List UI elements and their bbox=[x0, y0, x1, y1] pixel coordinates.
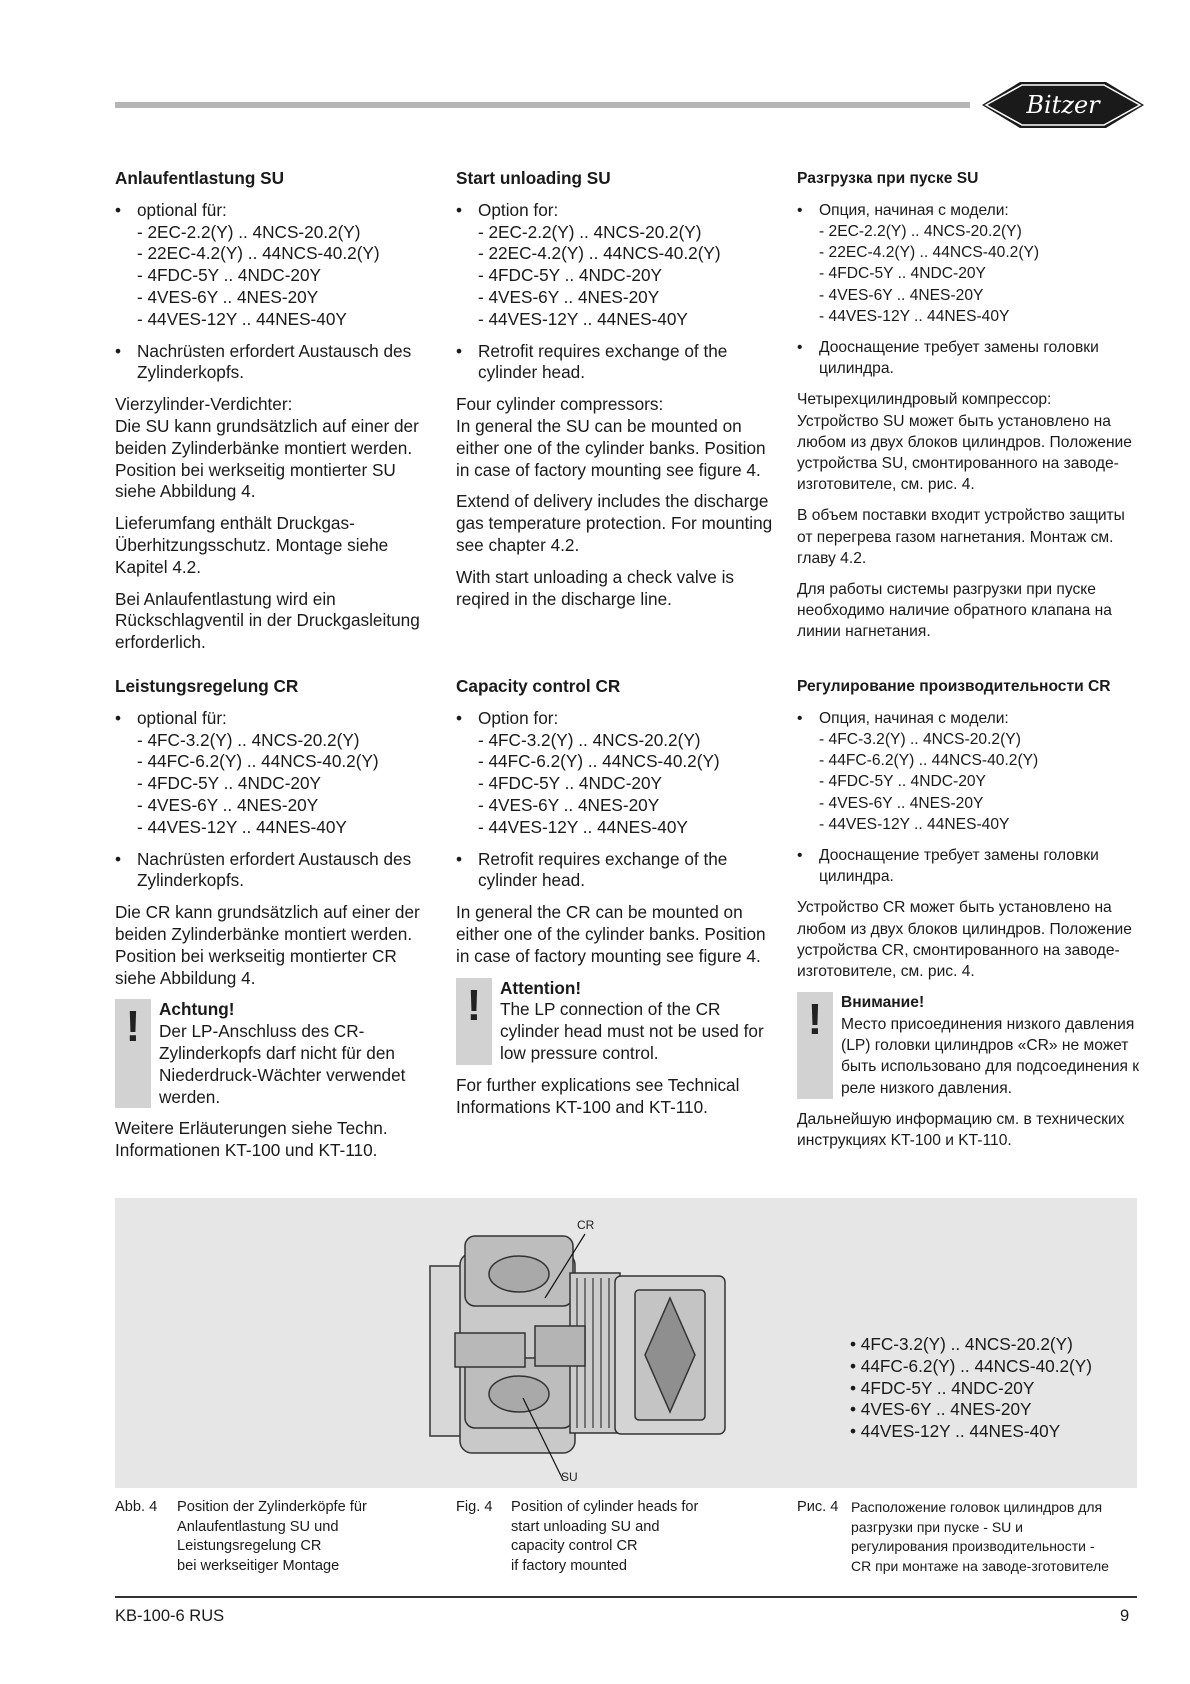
warning-note bbox=[797, 992, 1142, 1099]
paragraph: For further explications see Technical Informations KT-100 and KT-110. bbox=[456, 1074, 740, 1117]
section-title: Leistungsregelung CR bbox=[115, 676, 299, 696]
su-label: SU bbox=[561, 1470, 578, 1484]
paragraph: Для работы системы разгрузки при пуске необходимо наличие обратного клапана на линии нагнетания. bbox=[797, 581, 1112, 641]
header-rule bbox=[115, 102, 970, 108]
column-english bbox=[456, 168, 781, 620]
section-title: Разгрузка при пуске SU bbox=[797, 170, 979, 187]
paragraph: Дальнейшую информацию см. в технических инструкциях KT-100 и KT-110. bbox=[797, 1110, 1125, 1150]
bullet-item: • Дооснащение требует замены головки цилиндра. bbox=[797, 339, 1099, 378]
paragraph: Die CR kann grundsätzlich auf einer der beiden Zylinderbänke montiert werden. Position bei werkseitig montierter CR siehe Abbildung 4. bbox=[115, 902, 420, 988]
list-item: • 4FDC-5Y .. 4NDC-20Y bbox=[850, 1377, 1035, 1398]
compressor-figure bbox=[115, 1198, 1137, 1488]
bullet-item: • optional für: - 4FC-3.2(Y) .. 4NCS-20.2(Y) - 44FC-6.2(Y) .. 44NCS-40.2(Y) - 4FDC-5Y .. 4NDC-20Y - 4VES-6Y .. 4NES-20Y - 44VES-12Y .. 44NES-40Y bbox=[115, 707, 379, 837]
paragraph: Четырехцилиндровый компрессор: Устройство SU может быть установлено на любом из двух блоков цилиндров. Положение устройства SU, смонтированного на заводе-изготовителе, см. рис. 4. bbox=[797, 391, 1132, 494]
paragraph: Bei Anlaufentlastung wird ein Rückschlagventil in der Druckgasleitung erforderlich. bbox=[115, 588, 420, 653]
footer-rule bbox=[115, 1596, 1137, 1598]
bullet-item: • Опция, начиная с модели: - 4FC-3.2(Y) .. 4NCS-20.2(Y) - 44FC-6.2(Y) .. 44NCS-40.2(Y) - 4FDC-5Y .. 4NDC-20Y - 4VES-6Y .. 4NES-20Y - 44VES-12Y .. 44NES-40Y bbox=[797, 709, 1039, 833]
note-title: Внимание! bbox=[841, 994, 925, 1012]
column-german-cr bbox=[115, 676, 440, 1172]
exclamation-icon: ! bbox=[456, 978, 492, 1065]
warning-note bbox=[456, 978, 781, 1065]
section-title: Start unloading SU bbox=[456, 168, 611, 188]
model-list bbox=[850, 1334, 1092, 1443]
section-title: Capacity control CR bbox=[456, 676, 621, 696]
column-english-cr bbox=[456, 676, 781, 1128]
note-title: Attention! bbox=[500, 977, 582, 998]
caption-german: Abb. 4 Position der Zylinderköpfe für Anlaufentlastung SU und Leistungsregelung CR bei werkseitiger Montage bbox=[115, 1499, 367, 1574]
note-body: Der LP-Anschluss des CR-Zylinderkopfs darf nicht für den Niederdruck-Wächter verwendet werden. bbox=[159, 1021, 406, 1107]
bullet-item: • Дооснащение требует замены головки цилиндра. bbox=[797, 847, 1099, 886]
bullet-item: • Nachrüsten erfordert Austausch des Zylinderkopfs. bbox=[115, 848, 412, 891]
bullet-item: • Retrofit requires exchange of the cylinder head. bbox=[456, 340, 728, 383]
bullet-item: • Option for: - 2EC-2.2(Y) .. 4NCS-20.2(Y) - 22EC-4.2(Y) .. 44NCS-40.2(Y) - 4FDC-5Y .. 4NDC-20Y - 4VES-6Y .. 4NES-20Y - 44VES-12Y .. 44NES-40Y bbox=[456, 199, 721, 329]
paragraph: Устройство CR может быть установлено на любом из двух блоков цилиндров. Положение устройства CR, смонтированного на заводе-изготовителе, см. рис. 4. bbox=[797, 899, 1132, 981]
exclamation-icon: ! bbox=[115, 999, 151, 1108]
svg-text:Bitzer: Bitzer bbox=[1026, 91, 1100, 119]
bullet-item: • optional für: - 2EC-2.2(Y) .. 4NCS-20.2(Y) - 22EC-4.2(Y) .. 44NCS-40.2(Y) - 4FDC-5Y .. 4NDC-20Y - 4VES-6Y .. 4NES-20Y - 44VES-12Y .. 44NES-40Y bbox=[115, 199, 380, 329]
paragraph: Four cylinder compressors: In general the SU can be mounted on either one of the cylinder banks. Position in case of factory mounting see figure 4. bbox=[456, 394, 766, 480]
caption-english: Fig. 4 Position of cylinder heads for start unloading SU and capacity control CR if factory mounted bbox=[456, 1499, 699, 1574]
section-title: Anlaufentlastung SU bbox=[115, 168, 285, 188]
paragraph: Vierzylinder-Verdichter: Die SU kann grundsätzlich auf einer der beiden Zylinderbänke montiert werden. Position bei werkseitig montierter SU siehe Abbildung 4. bbox=[115, 394, 419, 502]
bullet-item: • Nachrüsten erfordert Austausch des Zylinderkopfs. bbox=[115, 340, 412, 383]
paragraph: Extend of delivery includes the discharge gas temperature protection. For mounting see chapter 4.2. bbox=[456, 491, 773, 555]
warning-note bbox=[115, 999, 440, 1108]
paragraph: In general the CR can be mounted on either one of the cylinder banks. Position in case of factory mounting see figure 4. bbox=[456, 902, 766, 966]
note-body: The LP connection of the CR cylinder head must not be used for low pressure control. bbox=[500, 999, 764, 1063]
column-russian-cr bbox=[797, 676, 1142, 1161]
list-item: • 4FC-3.2(Y) .. 4NCS-20.2(Y) bbox=[850, 1334, 1073, 1354]
cr-label: CR bbox=[577, 1218, 595, 1232]
paragraph: With start unloading a check valve is reqired in the discharge line. bbox=[456, 566, 734, 609]
exclamation-icon: ! bbox=[797, 992, 833, 1099]
section-title: Регулирование производительности CR bbox=[797, 678, 1111, 695]
paragraph: В объем поставки входит устройство защиты от перегрева газом нагнетания. Монтаж см. главу 4.2. bbox=[797, 507, 1125, 567]
bullet-item: • Опция, начиная с модели: - 2EC-2.2(Y) .. 4NCS-20.2(Y) - 22EC-4.2(Y) .. 44NCS-40.2(Y) - 4FDC-5Y .. 4NDC-20Y - 4VES-6Y .. 4NES-20Y - 44VES-12Y .. 44NES-40Y bbox=[797, 201, 1040, 325]
paragraph: Weitere Erläuterungen siehe Techn. Informationen KT-100 und KT-110. bbox=[115, 1118, 388, 1161]
bullet-item: • Option for: - 4FC-3.2(Y) .. 4NCS-20.2(Y) - 44FC-6.2(Y) .. 44NCS-40.2(Y) - 4FDC-5Y .. 4NDC-20Y - 4VES-6Y .. 4NES-20Y - 44VES-12Y .. 44NES-40Y bbox=[456, 707, 720, 837]
page-number: 9 bbox=[1120, 1607, 1130, 1625]
list-item: • 44FC-6.2(Y) .. 44NCS-40.2(Y) bbox=[850, 1355, 1092, 1376]
doc-code: KB-100-6 RUS bbox=[115, 1607, 225, 1625]
bullet-item: • Retrofit requires exchange of the cylinder head. bbox=[456, 848, 728, 891]
paragraph: Lieferumfang enthält Druckgas-Überhitzungsschutz. Montage siehe Kapitel 4.2. bbox=[115, 513, 389, 577]
note-title: Achtung! bbox=[159, 999, 235, 1020]
note-body: Место присоединения низкого давления (LP) головки цилиндров «CR» не может быть использовано для подсоединения к реле низкого давления. bbox=[841, 1016, 1140, 1097]
caption-russian: Рис. 4 Расположение головок цилиндров для разгрузки при пуске - SU и регулирования производительности - CR при монтаже на заводе-зготовителе bbox=[797, 1499, 1109, 1574]
column-russian bbox=[797, 168, 1142, 653]
list-item: • 4VES-6Y .. 4NES-20Y bbox=[850, 1399, 1032, 1420]
bitzer-logo bbox=[982, 76, 1144, 134]
column-german bbox=[115, 168, 440, 664]
list-item: • 44VES-12Y .. 44NES-40Y bbox=[850, 1421, 1061, 1442]
